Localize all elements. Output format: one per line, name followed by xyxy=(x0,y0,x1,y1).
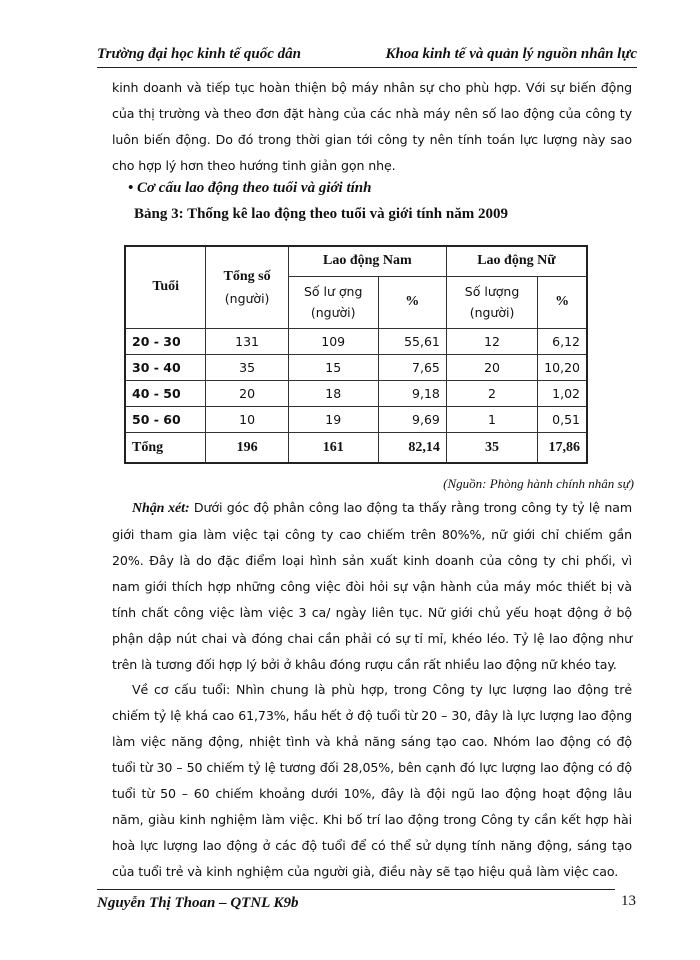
remark-text: Dưới góc độ phân công lao động ta thấy rằng trong công ty tỷ lệ nam giới tham gia làm việc tại công ty cao chiếm trên 80%%, nữ giới chỉ chiếm gần 20%. Đây là do đặc điểm loại hình sản xuất kinh doanh của công ty chi phối, vì nam giới thích hợp những công việc đòi hỏi sự vận hành của máy móc thiết bị và tính chất công việc làm việc 3 ca/ ngày liên tục. Nữ giới chủ yếu hoạt động ở bộ phận dập nút chai và đóng chai cần phải có sự tỉ mỉ, khéo léo. Tỷ lệ lao động như trên là tương đối hợp lý bởi ở khâu đóng rượu cần rất nhiều lao động nữ khéo tay. xyxy=(112,500,632,672)
cell-age: 20 - 30 xyxy=(125,328,206,354)
cell-female-pct: 0,51 xyxy=(538,407,587,433)
cell-age: 40 - 50 xyxy=(125,381,206,407)
header-male-pct: % xyxy=(378,276,446,328)
section-bullet-heading: • Cơ cấu lao động theo tuổi và giới tính xyxy=(128,180,372,196)
cell-female: 1 xyxy=(446,407,537,433)
cell-female: 2 xyxy=(446,381,537,407)
intro-paragraph: kinh doanh và tiếp tục hoàn thiện bộ máy nhân sự cho phù hợp. Với sự biến động của thị trường và theo đơn đặt hàng của các nhà máy nên số lao động của công ty luôn biến động. Do đó trong thời gian tới công ty nên tính toán lực lượng này sao cho hợp lý hơn theo hướng tinh giản gọn nhẹ. xyxy=(112,80,632,173)
cell-male-pct: 9,69 xyxy=(378,407,446,433)
header-total-line1: Tổng số xyxy=(223,268,271,284)
table-header-row xyxy=(125,246,587,276)
total-male-pct: 82,14 xyxy=(378,433,446,463)
cell-male: 15 xyxy=(288,354,378,380)
cell-total: 131 xyxy=(206,328,288,354)
remark-label: Nhận xét: xyxy=(132,501,190,516)
cell-male-pct: 9,18 xyxy=(378,381,446,407)
cell-total: 10 xyxy=(206,407,288,433)
page-header xyxy=(97,44,637,66)
remark-paragraph xyxy=(112,495,632,678)
header-rule xyxy=(97,67,637,68)
cell-female: 20 xyxy=(446,354,537,380)
total-male: 161 xyxy=(288,433,378,463)
cell-female: 12 xyxy=(446,328,537,354)
header-male-count-line2: (người) xyxy=(310,305,356,321)
header-total xyxy=(206,246,288,328)
header-male-count xyxy=(288,276,378,328)
total-sum: 196 xyxy=(206,433,288,463)
cell-female-pct: 10,20 xyxy=(538,354,587,380)
header-faculty: Khoa kinh tế và quản lý nguồn nhân lực xyxy=(385,46,637,62)
table-total-row xyxy=(125,433,587,463)
page-number: 13 xyxy=(621,893,636,909)
cell-male: 109 xyxy=(288,328,378,354)
age-structure-paragraph xyxy=(112,677,632,885)
cell-total: 20 xyxy=(206,381,288,407)
labor-table xyxy=(124,245,588,464)
header-male-count-line1: Số lư ợng xyxy=(303,284,363,300)
total-female-pct: 17,86 xyxy=(538,433,587,463)
header-female-count-line2: (người) xyxy=(469,305,515,321)
cell-male-pct: 7,65 xyxy=(378,354,446,380)
table-row xyxy=(125,328,587,354)
header-total-line2: (người) xyxy=(224,290,270,306)
footer-author: Nguyễn Thị Thoan – QTNL K9b xyxy=(97,895,299,911)
cell-male-pct: 55,61 xyxy=(378,328,446,354)
total-label: Tổng xyxy=(125,433,206,463)
total-female: 35 xyxy=(446,433,537,463)
header-age: Tuổi xyxy=(125,246,206,328)
cell-female-pct: 1,02 xyxy=(538,381,587,407)
age-structure-text: Về cơ cấu tuổi: Nhìn chung là phù hợp, trong Công ty lực lượng lao động trẻ chiếm tỷ lệ khá cao 61,73%, hầu hết ở độ tuổi từ 20 – 30, đây là lực lượng lao động làm việc năng động, nhiệt tình và khả năng sáng tạo cao. Nhóm lao động có độ tuổi từ 30 – 50 chiếm tỷ lệ tương đối 28,05%, bên cạnh đó lực lượng lao động có độ tuổi từ 50 – 60 chiếm khoảng dưới 10%, đây là đội ngũ lao động hoạt động lâu năm, giàu kinh nghiệm làm việc. Khi bố trí lao động trong Công ty cần kết hợp hài hoà lực lượng lao động ở các độ tuổi để có thể sử dụng tính năng động, sáng tạo của tuổi trẻ và kinh nghiệm của người già, điều này sẽ tạo hiệu quả làm việc cao. xyxy=(112,682,632,879)
header-female-group: Lao động Nữ xyxy=(446,246,587,276)
cell-age: 30 - 40 xyxy=(125,354,206,380)
header-female-count xyxy=(446,276,537,328)
cell-total: 35 xyxy=(206,354,288,380)
cell-female-pct: 6,12 xyxy=(538,328,587,354)
cell-male: 19 xyxy=(288,407,378,433)
table-row xyxy=(125,354,587,380)
table-row xyxy=(125,407,587,433)
header-university: Trường đại học kinh tế quốc dân xyxy=(97,46,302,62)
table-row xyxy=(125,381,587,407)
table-caption: Bảng 3: Thống kê lao động theo tuổi và giới tính năm 2009 xyxy=(134,206,508,222)
header-female-pct: % xyxy=(538,276,587,328)
footer-rule xyxy=(97,889,615,890)
cell-male: 18 xyxy=(288,381,378,407)
cell-age: 50 - 60 xyxy=(125,407,206,433)
header-female-count-line1: Số lượng xyxy=(464,284,520,300)
header-male-group: Lao động Nam xyxy=(288,246,446,276)
table-source: (Nguồn: Phòng hành chính nhân sự) xyxy=(443,476,634,491)
